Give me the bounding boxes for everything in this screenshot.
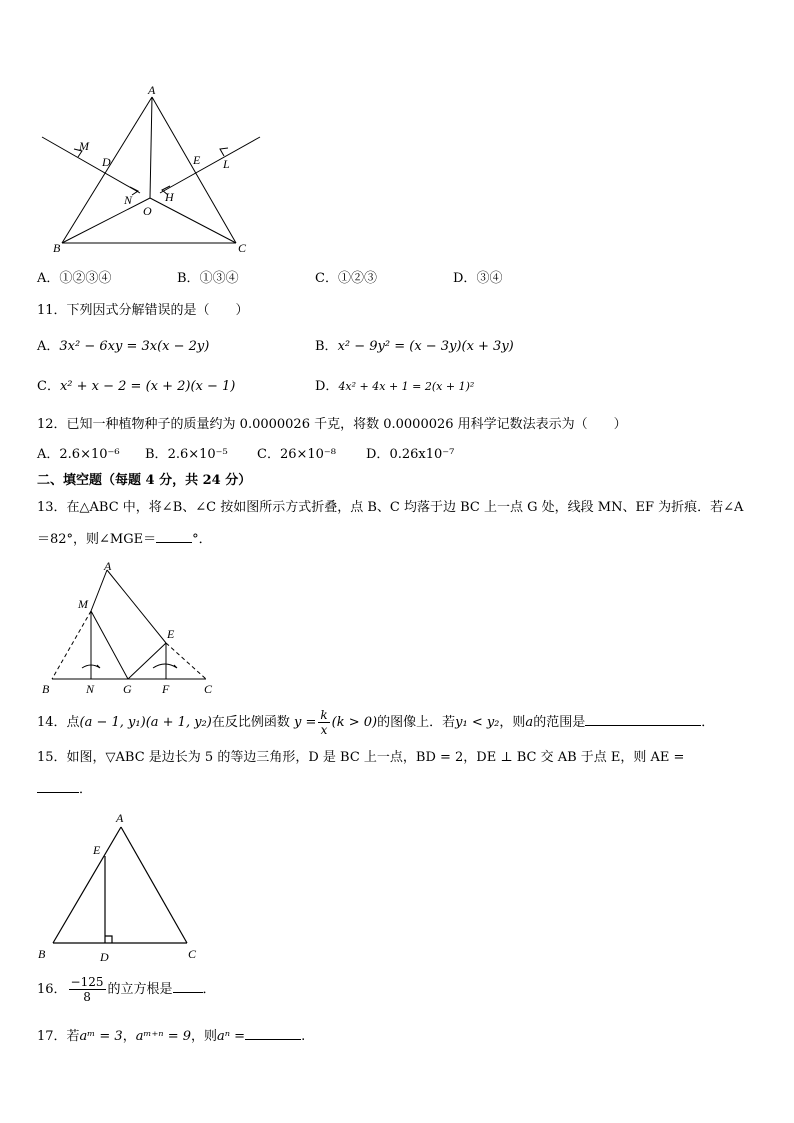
- q17-line: 17．若aᵐ = 3，aᵐ⁺ⁿ = 9，则aⁿ = .: [37, 1029, 306, 1044]
- q14-fraction: $\frac{k}{x}$: [320, 708, 328, 737]
- q12-option-a: A．2.6×10⁻⁶: [37, 447, 120, 462]
- q12-option-d: D．0.26x10⁻⁷: [366, 447, 455, 462]
- q11-stem: 11．下列因式分解错误的是（ ）: [37, 303, 249, 318]
- q12-stem: 12．已知一种植物种子的质量约为 0.0000026 千克，将数 0.0000026 用科学记数法表示为（ ）: [37, 417, 627, 432]
- fig13-label-B: B: [42, 682, 50, 696]
- fig10-label-C: C: [238, 241, 247, 255]
- fig13-label-E: E: [167, 627, 175, 641]
- fig10-label-D: D: [102, 155, 111, 169]
- fig13-label-N: N: [86, 682, 95, 696]
- q12-option-c: C．26×10⁻⁸: [257, 447, 337, 462]
- fig13-label-A: A: [104, 559, 112, 573]
- fig15-label-A: A: [116, 811, 124, 825]
- q11-option-a: A．3x² − 6xy = 3x(x − 2y): [37, 339, 210, 354]
- q13-line2: ＝82°，则∠MGE＝ °．: [37, 532, 212, 547]
- q12-option-b: B．2.6×10⁻⁵: [145, 447, 228, 462]
- q14-line: 14．点(a − 1, y₁)(a + 1, y₂)在反比例函数 y = $\frac{k}{x}$ (k > 0)的图像上．若y₁ < y₂，则a的范围是 ．: [37, 708, 715, 737]
- fig13-label-C: C: [204, 682, 213, 696]
- q10-option-c: C．①②③: [315, 271, 377, 286]
- section-heading: 二、填空题（每题 4 分，共 24 分）: [37, 473, 252, 488]
- q10-option-d: D．③④: [453, 271, 503, 286]
- q13-line1: 13．在△ABC 中，将∠B、∠C 按如图所示方式折叠，点 B、C 均落于边 BC 上一点 G 处，线段 MN、EF 为折痕．若∠A: [37, 500, 744, 515]
- q16-line: 16． $\frac{-125}{8}$ 的立方根是 ．: [37, 975, 216, 1004]
- fig13-label-G: G: [123, 682, 132, 696]
- q11-option-c: C．x² + x − 2 = (x + 2)(x − 1): [37, 379, 236, 394]
- fig10-label-O: O: [143, 204, 152, 218]
- q10-option-a: A．①②③④: [37, 271, 112, 286]
- fig10-label-N: N: [124, 193, 133, 207]
- fig13-label-F: F: [162, 682, 170, 696]
- q11-option-d: D．4x² + 4x + 1 = 2(x + 1)²: [315, 379, 475, 394]
- fig15-label-E: E: [93, 843, 101, 857]
- q16-fraction: $\frac{-125}{8}$: [70, 975, 104, 1004]
- q10-option-b: B．①③④: [177, 271, 239, 286]
- fig10-label-M: M: [79, 139, 89, 153]
- fig15-label-B: B: [38, 947, 46, 961]
- fig10-label-H: H: [165, 190, 174, 204]
- q15-line1: 15．如图，▽ABC 是边长为 5 的等边三角形，D 是 BC 上一点，BD = 2，DE ⊥ BC 交 AB 于点 E，则 AE =: [37, 750, 685, 765]
- fig10-label-B: B: [53, 241, 61, 255]
- fig10-label-A: A: [148, 83, 156, 97]
- fig15-label-D: D: [100, 950, 109, 964]
- fig10-label-E: E: [193, 153, 201, 167]
- q17-answer-blank[interactable]: [245, 1027, 301, 1040]
- fig15-label-C: C: [188, 947, 197, 961]
- q11-option-b: B．x² − 9y² = (x − 3y)(x + 3y): [315, 339, 514, 354]
- fig13-label-M: M: [78, 597, 88, 611]
- q15-line2: ．: [37, 780, 92, 799]
- fig10-label-L: L: [223, 157, 230, 171]
- q16-answer-blank[interactable]: [173, 980, 203, 993]
